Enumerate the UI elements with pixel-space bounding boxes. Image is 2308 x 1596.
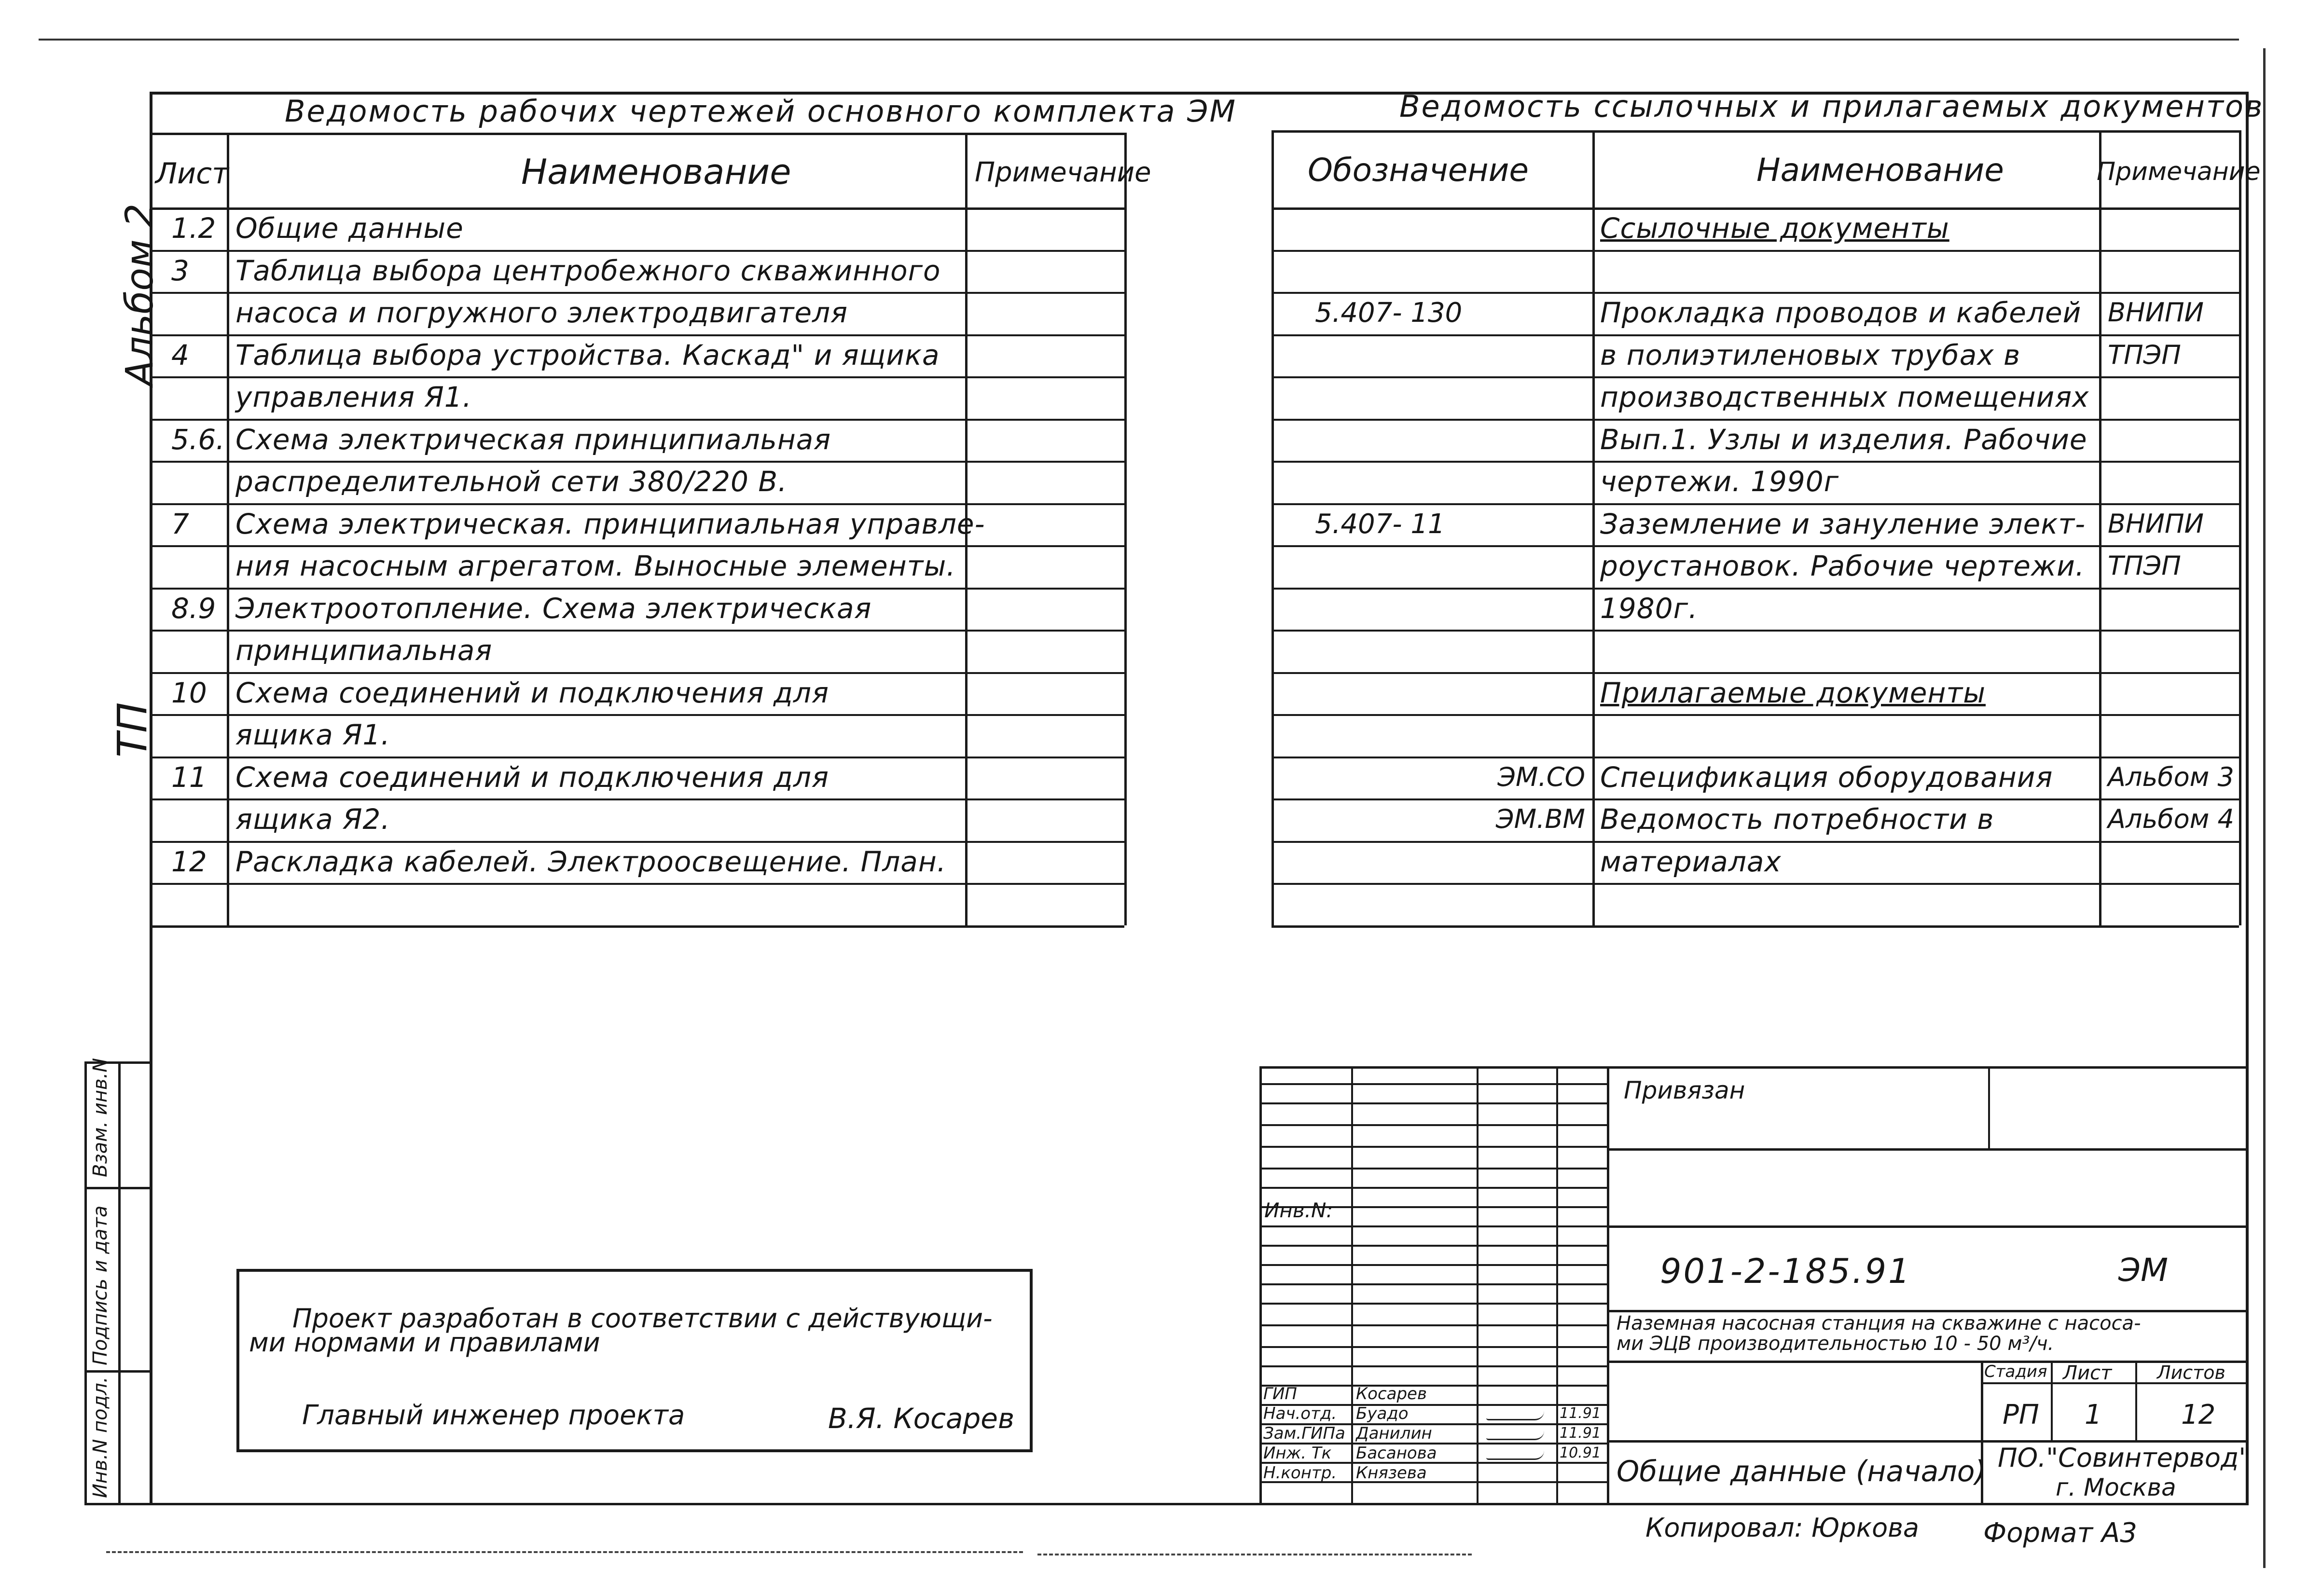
header-name-right: Наименование — [1756, 151, 2004, 189]
signer-name: Данилин — [1356, 1424, 1432, 1443]
left-table-row-line — [150, 545, 1124, 547]
right-table-title: Ведомость ссылочных и прилагаемых документов — [1399, 89, 2264, 124]
row-name: 1980г. — [1600, 592, 1698, 625]
signer-name: Князева — [1356, 1463, 1427, 1483]
left-table-row-line — [150, 419, 1124, 421]
header-note: Примечание — [975, 157, 1151, 188]
row-name: Схема соединений и подключения для — [235, 760, 829, 794]
bottom-dash-2 — [1037, 1554, 1472, 1555]
signer-date: 10.91 — [1560, 1445, 1601, 1461]
header-designation: Обозначение — [1308, 151, 1529, 189]
title-block-row-line — [1259, 1283, 1607, 1285]
signer-role: Нач.отд. — [1263, 1404, 1337, 1423]
title-block-row-line — [1259, 1385, 1607, 1387]
row-name: распределительной сети 380/220 В. — [235, 465, 788, 498]
chief-engineer-label: Главный инженер проекта — [302, 1400, 685, 1431]
right-table-row-line — [1271, 461, 2239, 463]
drawing-code: 901-2-185.91 — [1660, 1252, 1912, 1291]
stamp-inv-podl: Инв.N подл. — [89, 1376, 111, 1498]
left-table-row-line — [150, 714, 1124, 716]
row-name: Заземление и зануление элект- — [1600, 507, 2086, 540]
stamp-vzam: Взам. инв.N — [89, 1058, 111, 1177]
row-designation: ЭМ.СО — [1497, 761, 1585, 792]
signer-date: 11.91 — [1560, 1425, 1601, 1442]
right-edge-line — [2263, 48, 2266, 1568]
bottom-dash-1 — [106, 1551, 1023, 1553]
right-table-top-line — [1271, 130, 2239, 133]
row-sheet: 3 — [171, 254, 189, 287]
left-table-title: Ведомость рабочих чертежей основного комплекта ЭМ — [285, 94, 1237, 129]
row-name: Раскладка кабелей. Электроосвещение. План. — [235, 845, 947, 878]
org-name: ПО."Совинтервод" — [1998, 1443, 2251, 1473]
left-table-row-line — [150, 376, 1124, 378]
note-box — [236, 1269, 1033, 1452]
left-table-row-line — [150, 588, 1124, 590]
row-note: Альбом 3 — [2108, 761, 2234, 792]
right-table-row-line — [1271, 672, 2239, 674]
top-border-line — [39, 39, 2239, 41]
title-block-row-line — [1259, 1146, 1607, 1148]
left-table-row-line — [150, 798, 1124, 800]
title-block-row-line — [1259, 1102, 1607, 1104]
row-name: Схема электрическая. принципиальная управле- — [235, 507, 985, 540]
row-sheet: 11 — [171, 760, 207, 794]
row-sheet: 5.6. — [171, 423, 225, 456]
right-table-row-line — [1271, 292, 2239, 294]
signature-scribble — [1486, 1431, 1544, 1440]
sheet-title: Общие данные (начало) — [1617, 1455, 1986, 1488]
left-table-row-line — [150, 503, 1124, 505]
row-name: управления Я1. — [235, 381, 472, 413]
signer-name: Буадо — [1356, 1404, 1409, 1423]
row-name: Ведомость потребности в — [1600, 803, 1994, 836]
left-table-row-line — [150, 757, 1124, 758]
left-table-row-line — [150, 292, 1124, 294]
title-block-row-line — [1259, 1225, 1607, 1227]
inv-label: Инв.N: — [1264, 1198, 1333, 1222]
stage-value: РП — [2003, 1399, 2039, 1431]
header-sheet: Лист — [155, 157, 229, 191]
left-table-col-line — [1124, 133, 1127, 925]
row-name: Электроотопление. Схема электрическая — [235, 592, 872, 625]
row-name: ящика Я2. — [235, 803, 390, 836]
row-designation: 5.407- 130 — [1315, 297, 1463, 329]
left-table-header-line — [150, 207, 1124, 210]
row-name: Общие данные — [235, 212, 464, 245]
org-city: г. Москва — [2056, 1473, 2176, 1501]
right-table-row-line — [1271, 545, 2239, 547]
sheets-label: Листов — [2157, 1362, 2225, 1383]
signer-role: ГИП — [1263, 1384, 1297, 1403]
title-block-row-line — [1259, 1264, 1607, 1266]
title-block-row-line — [1259, 1187, 1607, 1189]
row-name: Прокладка проводов и кабелей — [1600, 296, 2082, 329]
row-name: Таблица выбора устройства. Каскад" и ящика — [235, 338, 940, 371]
row-name: Ссылочные документы — [1600, 212, 1949, 245]
right-table-row-line — [1271, 588, 2239, 590]
right-table-row-line — [1271, 798, 2239, 800]
signer-date: 11.91 — [1560, 1405, 1601, 1422]
title-block-row-line — [1259, 1346, 1607, 1348]
right-table-row-line — [1271, 376, 2239, 378]
right-table-bottom-line — [1271, 925, 2239, 928]
title-block-row-line — [1259, 1324, 1607, 1326]
row-name: роустановок. Рабочие чертежи. — [1600, 550, 2085, 582]
header-note-right: Примечание — [2097, 157, 2261, 186]
title-block-row-line — [1259, 1303, 1607, 1305]
note-line-2: ми нормами и правилами — [249, 1327, 600, 1358]
left-table-row-line — [150, 672, 1124, 674]
right-table-row-line — [1271, 250, 2239, 252]
row-name: принципиальная — [235, 634, 493, 667]
left-table-row-line — [150, 841, 1124, 843]
row-sheet: 1.2 — [171, 212, 216, 245]
right-table-row-line — [1271, 883, 2239, 885]
signer-role: Н.контр. — [1263, 1463, 1337, 1483]
row-designation: ЭМ.ВМ — [1495, 804, 1585, 834]
signer-name: Косарев — [1356, 1384, 1427, 1403]
title-block-row-line — [1259, 1245, 1607, 1247]
row-name: Схема соединений и подключения для — [235, 676, 829, 709]
row-name: Вып.1. Узлы и изделия. Рабочие — [1600, 423, 2087, 456]
right-table-col-line — [2239, 130, 2241, 925]
note-line-1: Проект разработан в соответствии с действующи- — [292, 1303, 993, 1334]
row-note: ТПЭП — [2108, 339, 2181, 370]
right-table-row-line — [1271, 757, 2239, 758]
row-name: Прилагаемые документы — [1600, 676, 1986, 709]
row-sheet: 7 — [171, 507, 189, 540]
left-table-top-line — [150, 133, 1124, 135]
row-name: производственных помещениях — [1600, 381, 2089, 413]
right-table-row-line — [1271, 419, 2239, 421]
row-note: Альбом 4 — [2108, 804, 2234, 834]
title-block-row-line — [1259, 1365, 1607, 1367]
right-table-row-line — [1271, 630, 2239, 632]
right-table-row-line — [1271, 503, 2239, 505]
header-name: Наименование — [521, 151, 791, 192]
chief-engineer-name: В.Я. Косарев — [828, 1402, 1015, 1435]
left-table-row-line — [150, 883, 1124, 885]
album-label: Альбом 2 — [118, 203, 162, 386]
row-name: чертежи. 1990г — [1600, 465, 1839, 498]
sheet-label: Лист — [2063, 1362, 2112, 1384]
left-table-bottom-line — [150, 925, 1124, 928]
title-block-row-line — [1259, 1124, 1607, 1126]
title-block-row-line — [1259, 1168, 1607, 1169]
right-table-row-line — [1271, 714, 2239, 716]
row-sheet: 4 — [171, 338, 189, 371]
row-name: насоса и погружного электродвигателя — [235, 296, 848, 329]
tp-label: ТП — [109, 702, 156, 757]
row-note: ВНИПИ — [2108, 508, 2204, 539]
right-table-row-line — [1271, 841, 2239, 843]
left-table-row-line — [150, 630, 1124, 632]
stage-label: Стадия — [1984, 1362, 2047, 1381]
row-sheet: 8.9 — [171, 592, 216, 625]
row-sheet: 12 — [171, 845, 207, 878]
row-name: в полиэтиленовых трубах в — [1600, 338, 2021, 371]
sheet-value: 1 — [2085, 1399, 2102, 1431]
row-note: ТПЭП — [2108, 550, 2181, 581]
sheet-format: Формат А3 — [1983, 1517, 2137, 1549]
row-name: Таблица выбора центробежного скважинного — [235, 254, 941, 287]
row-name: ния насосным агрегатом. Выносные элементы. — [235, 550, 956, 582]
right-table-header-line — [1271, 207, 2239, 210]
sheets-value: 12 — [2181, 1399, 2216, 1431]
privyazan-label: Привязан — [1624, 1076, 1745, 1104]
title-block-row-line — [1259, 1083, 1607, 1085]
signature-scribble — [1486, 1411, 1544, 1420]
signer-role: Зам.ГИПа — [1263, 1424, 1345, 1443]
project-desc-1: Наземная насосная станция на скважине с насоса- — [1617, 1312, 2141, 1335]
stamp-sign-date: Подпись и дата — [89, 1205, 111, 1365]
row-sheet: 10 — [171, 676, 207, 709]
copied-by: Копировал: Юркова — [1645, 1513, 1920, 1543]
row-name: материалах — [1600, 845, 1782, 878]
row-name: Спецификация оборудования — [1600, 760, 2053, 794]
signer-role: Инж. Тк — [1263, 1444, 1332, 1463]
drawing-mark: ЭМ — [2118, 1252, 2169, 1289]
signer-name: Басанова — [1356, 1444, 1437, 1463]
row-name: Схема электрическая принципиальная — [235, 423, 831, 456]
row-designation: 5.407- 11 — [1315, 508, 1445, 540]
row-note: ВНИПИ — [2108, 297, 2204, 328]
right-table-row-line — [1271, 334, 2239, 336]
signature-scribble — [1486, 1451, 1544, 1460]
left-table-row-line — [150, 334, 1124, 336]
left-table-row-line — [150, 250, 1124, 252]
project-desc-2: ми ЭЦВ производительностью 10 - 50 м³/ч. — [1617, 1333, 2054, 1355]
left-table-row-line — [150, 461, 1124, 463]
row-name: ящика Я1. — [235, 718, 390, 751]
